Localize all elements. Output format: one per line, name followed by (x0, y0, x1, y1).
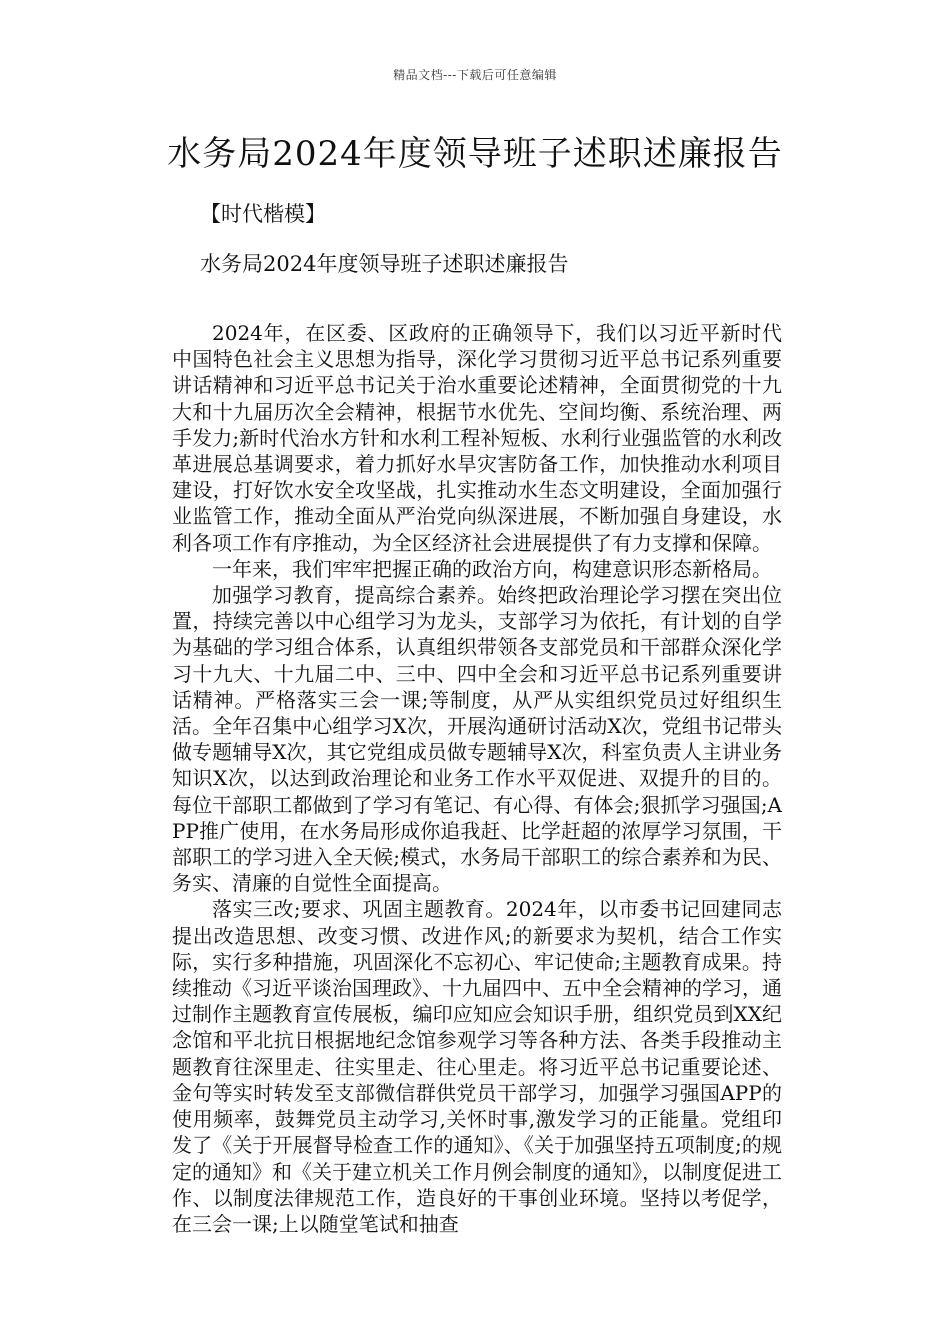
paragraph-intro: 2024年，在区委、区政府的正确领导下，我们以习近平新时代中国特色社会主义思想为指导，深化学习贯彻习近平总书记系列重要讲话精神和习近平总书记关于治水重要论述精神，全面贯彻党的十九大和十九届历次全会精神，根据节水优先、空间均衡、系统治理、两手发力;新时代治水方针和水利工程补短板、水利行业强监管的水利改革进展总基调要求，着力抓好水旱灾害防备工作，加快推动水利项目建设，打好饮水安全攻坚战，扎实推动水生态文明建设，全面加强行业监管工作，推动全面从严治党向纵深进展，不断加强自身建设，水利各项工作有序推动，为全区经济社会进展提供了有力支撑和保障。 (172, 321, 782, 555)
header-note: 精品文档---下载后可任意编辑 (393, 68, 557, 82)
paragraph-summary: 一年来，我们牢牢把握正确的政治方向，构建意识形态新格局。 (212, 556, 772, 581)
paragraph-study: 加强学习教育，提高综合素养。始终把政治理论学习摆在突出位置，持续完善以中心组学习为龙头，支部学习为依托，有计划的自学为基础的学习组合体系，认真组织带领各支部党员和干部群众深化学习十九大、十九届二中、三中、四中全会和习近平总书记系列重要讲话精神。严格落实三会一课;等制度，从严从实组织党员过好组织生活。全年召集中心组学习X次，开展沟通研讨活动X次，党组书记带头做专题辅导X次，其它党组成员做专题辅导X次，科室负责人主讲业务知识X次，以达到政治理论和业务工作水平双促进、双提升的目的。每位干部职工都做到了学习有笔记、有心得、有体会;狠抓学习强国;APP推广使用，在水务局形成你追我赶、比学赶超的浓厚学习氛围，干部职工的学习进入全天候;模式，水务局干部职工的综合素养和为民、务实、清廉的自觉性全面提高。 (172, 583, 782, 896)
paragraph-reform: 落实三改;要求、巩固主题教育。2024年，以市委书记回建同志提出改造思想、改变习惯、改进作风;的新要求为契机，结合工作实际，实行多种措施，巩固深化不忘初心、牢记使命;主题教育成果。持续推动《习近平谈治国理政》、十九届四中、五中全会精神的学习，通过制作主题教育宣传展板，编印应知应会知识手册，组织党员到XX纪念馆和平北抗日根据地纪念馆参观学习等各种方法、各类手段推动主题教育往深里走、往实里走、往心里走。将习近平总书记重要论述、金句等实时转发至支部微信群供党员干部学习，加强学习强国APP的使用频率，鼓舞党员主动学习,关怀时事,激发学习的正能量。党组印发了《关于开展督导检查工作的通知》、《关于加强坚持五项制度;的规定的通知》和《关于建立机关工作月例会制度的通知》，以制度促进工作、以制度法律规范工作，造良好的干事创业环境。坚持以考促学，在三会一课;上以随堂笔试和抽查 (172, 897, 782, 1236)
document-body (172, 320, 782, 1237)
document-subtitle: 水务局2024年度领导班子述职述廉报告 (200, 252, 569, 276)
category-tag: 【时代楷模】 (200, 202, 326, 226)
document-title: 水务局2024年度领导班子述职述廉报告 (167, 134, 783, 174)
